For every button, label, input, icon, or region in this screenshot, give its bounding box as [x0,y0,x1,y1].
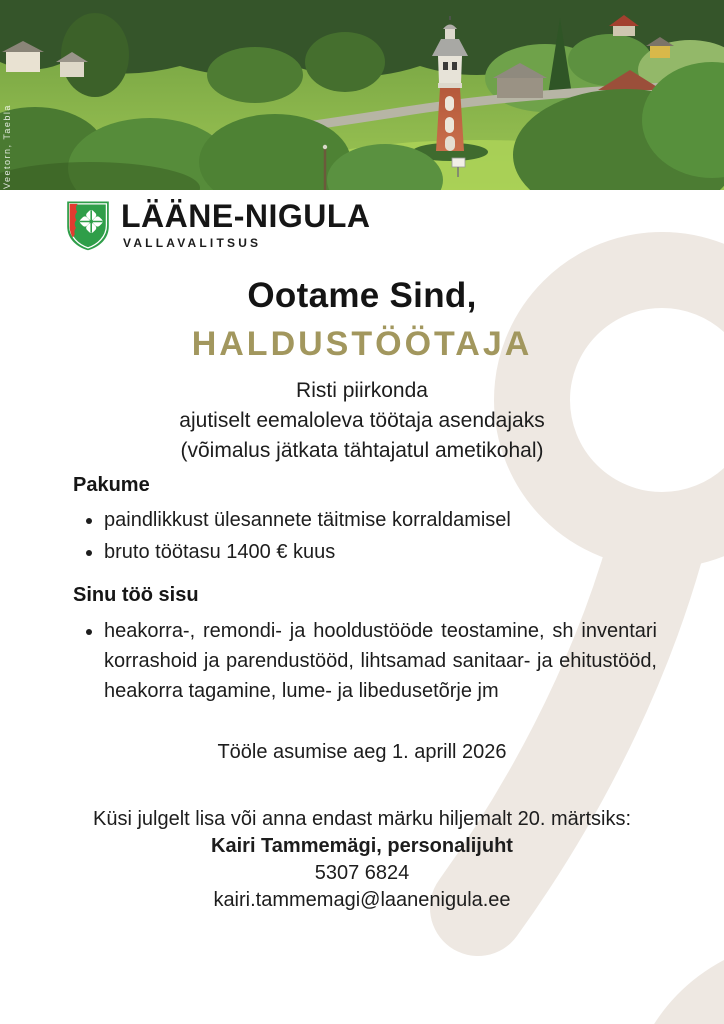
photo-credit-caption: Veetorn, Taebla [2,104,12,189]
contact-email: kairi.tammemagi@laanenigula.ee [213,889,511,911]
title-block [0,276,724,466]
subtitle-line-3: (võimalus jätkata tähtajatul ametikohal) [180,439,544,462]
start-date-line: Tööle asumise aeg 1. aprill 2026 [217,741,507,763]
clover-shield-icon [64,198,112,253]
bullet-item: • heakorra-, remondi- ja hooldustööde teostamine, sh inventari korrashoid ja parendustööd, lihtsamad sanitaar- ja ehitustööd, heakorra tagamine, lume- ja libedusetõrje jm [104,616,657,706]
job-title: HALDUSTÖÖTAJA [191,325,533,363]
contact-person: Kairi Tammemägi, personalijuht [211,835,513,857]
title-line: Ootame Sind, [247,276,477,315]
contact-block [0,806,724,914]
section-heading: Sinu töö sisu [73,584,199,606]
subtitle-line-2: ajutiselt eemaloleva töötaja asendajaks [179,409,545,432]
logo-name: LÄÄNE-NIGULA [121,198,371,234]
bullet-list [73,616,657,706]
bullet-item: • bruto töötasu 1400 € kuus [104,538,657,566]
section-sinu-too-sisu [73,584,657,710]
municipality-logo [64,198,371,253]
deco-petal-bottom [612,965,724,1024]
bullet-list [73,506,657,566]
contact-phone: 5307 6824 [314,862,410,884]
logo-text [121,198,371,250]
logo-subtitle: VALLAVALITSUS [123,236,262,250]
title-subtitle [0,376,724,466]
header-photo [0,0,724,190]
section-pakume [73,474,657,570]
bullet-item: • paindlikkust ülesannete täitmise korraldamisel [104,506,657,534]
section-heading: Pakume [73,474,150,496]
contact-note: Küsi julgelt lisa või anna endast märku hiljemalt 20. märtsiks: [92,808,632,830]
subtitle-line-1: Risti piirkonda [296,379,428,402]
